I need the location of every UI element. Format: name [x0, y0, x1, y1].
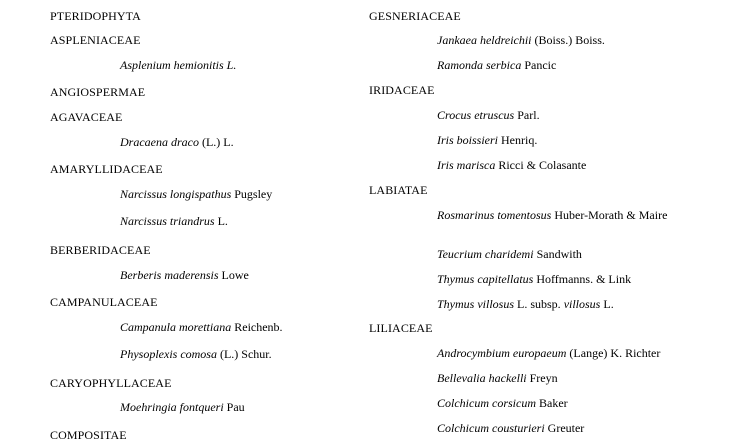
species-author: Parl. — [517, 108, 540, 122]
species-entry — [120, 135, 234, 149]
species-author: Reichenb. — [234, 320, 283, 334]
family-heading: IRIDACEAE — [369, 83, 435, 97]
species-entry — [120, 58, 236, 72]
family-heading: PTERIDOPHYTA — [50, 9, 141, 23]
species-entry — [120, 214, 228, 228]
species-entry — [437, 33, 605, 47]
species-entry — [437, 208, 687, 222]
left-column — [0, 0, 369, 443]
species-name: Androcymbium europaeum — [437, 346, 567, 360]
species-entry — [120, 400, 245, 414]
species-name: Crocus etruscus — [437, 108, 515, 122]
family-heading: ASPLENIACEAE — [50, 33, 141, 47]
species-author: Freyn — [529, 371, 558, 385]
species-name: Physoplexis comosa — [120, 347, 217, 361]
species-name: Moehringia fontqueri — [120, 400, 224, 414]
species-author: L. — [603, 297, 614, 311]
species-name: Colchicum corsicum — [437, 396, 536, 410]
species-name: Thymus villosus — [437, 297, 515, 311]
species-entry — [437, 346, 660, 360]
species-author: Pau — [226, 400, 245, 414]
species-author: (L.) Schur. — [219, 347, 272, 361]
species-name: Bellevalia hackelli — [437, 371, 527, 385]
family-heading: LABIATAE — [369, 183, 428, 197]
species-entry — [120, 187, 272, 201]
species-name: Teucrium charidemi — [437, 247, 534, 261]
species-name: Jankaea heldreichii — [437, 33, 532, 47]
family-heading: AGAVACEAE — [50, 110, 123, 124]
species-name: Narcissus triandrus — [120, 214, 215, 228]
species-entry — [120, 320, 283, 334]
species-entry — [437, 297, 614, 311]
species-name: Rosmarinus tomentosus — [437, 208, 552, 222]
species-author: (Lange) K. Richter — [569, 346, 661, 360]
species-entry — [437, 133, 537, 147]
family-heading: ANGIOSPERMAE — [50, 85, 146, 99]
species-entry — [437, 108, 540, 122]
species-entry — [437, 272, 631, 286]
species-author: Huber-Morath & Maire — [554, 208, 668, 222]
species-author: Ricci & Colasante — [498, 158, 587, 172]
family-heading: GESNERIACEAE — [369, 9, 461, 23]
family-heading: AMARYLLIDACEAE — [50, 162, 163, 176]
species-name: Thymus capitellatus — [437, 272, 534, 286]
species-name: Dracaena draco — [120, 135, 199, 149]
species-author: Pancic — [524, 58, 557, 72]
species-entry — [437, 247, 582, 261]
species-name: Iris boissieri — [437, 133, 499, 147]
species-author: L. subsp. — [517, 297, 561, 311]
species-author: Pugsley — [234, 187, 273, 201]
family-heading: LILIACEAE — [369, 321, 433, 335]
species-entry — [437, 421, 584, 435]
species-name: Iris marisca — [437, 158, 496, 172]
species-name: Colchicum cousturieri — [437, 421, 545, 435]
family-heading: COMPOSITAE — [50, 428, 127, 442]
species-author: Lowe — [221, 268, 249, 282]
species-author: Baker — [538, 396, 568, 410]
species-name: Narcissus longispathus — [120, 187, 232, 201]
species-author: Hoffmanns. & Link — [536, 272, 632, 286]
species-entry — [120, 347, 272, 361]
species-name: Asplenium hemionitis L. — [120, 58, 237, 72]
species-author: (Boiss.) Boiss. — [534, 33, 605, 47]
species-entry — [120, 268, 249, 282]
family-heading: CAMPANULACEAE — [50, 295, 158, 309]
species-name: Berberis maderensis — [120, 268, 219, 282]
species-author: (L.) L. — [201, 135, 234, 149]
species-name: Campanula morettiana — [120, 320, 232, 334]
species-author: Henriq. — [501, 133, 538, 147]
species-author: Sandwith — [536, 247, 582, 261]
species-entry — [437, 158, 586, 172]
species-entry — [437, 371, 558, 385]
species-entry — [437, 396, 568, 410]
species-name: Ramonda serbica — [437, 58, 522, 72]
species-author: L. — [217, 214, 228, 228]
species-subspecies-name: villosus — [563, 297, 601, 311]
family-heading: CARYOPHYLLACEAE — [50, 376, 172, 390]
species-author: Greuter — [547, 421, 585, 435]
right-column — [369, 0, 739, 443]
species-entry — [437, 58, 556, 72]
family-heading: BERBERIDACEAE — [50, 243, 151, 257]
